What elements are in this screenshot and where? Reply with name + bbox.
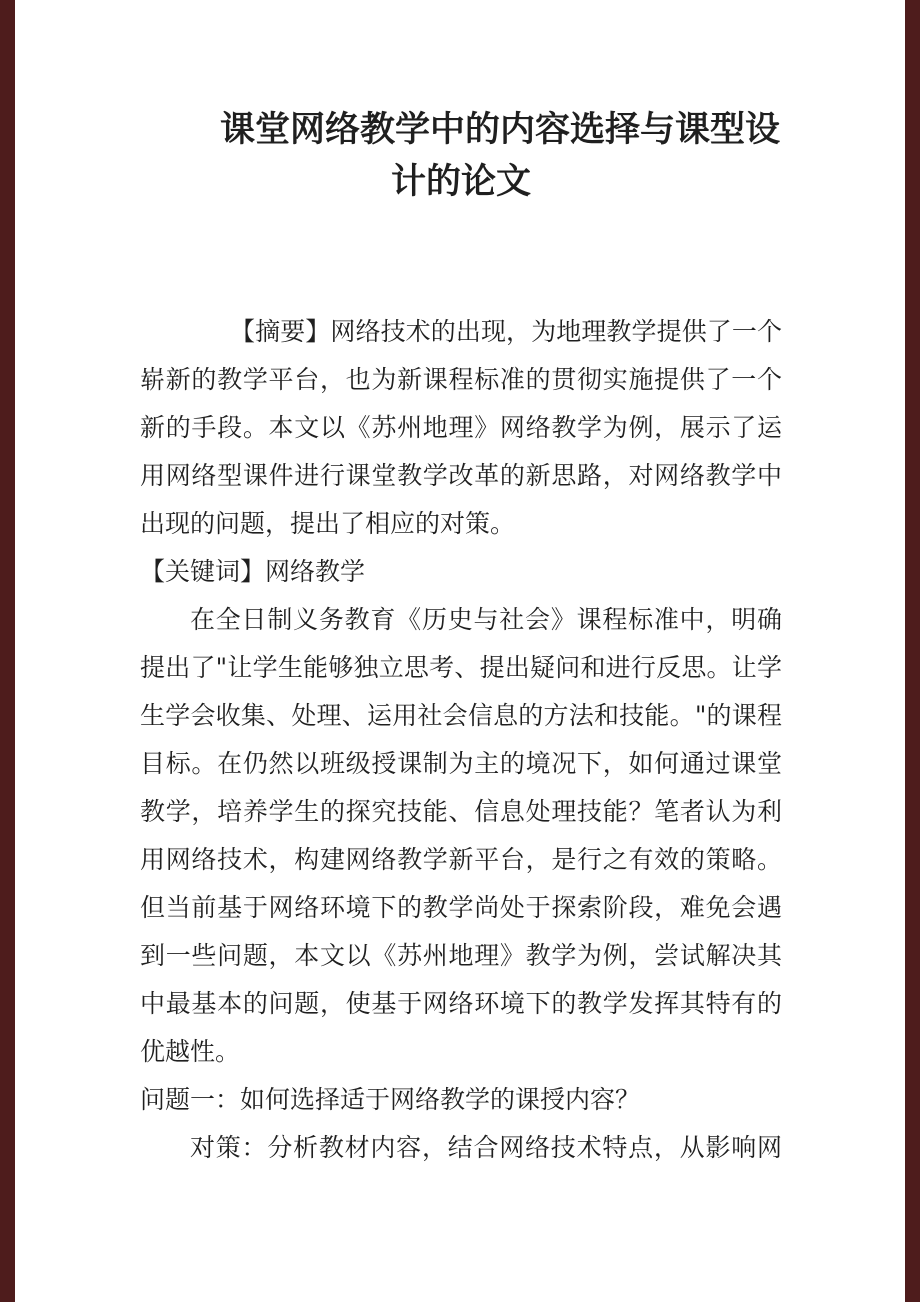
body-text bbox=[140, 308, 782, 1172]
body-line: 优越性。 bbox=[140, 1037, 241, 1066]
body-line: 但当前基于网络环境下的教学尚处于探索阶段，难免会遇 bbox=[140, 893, 782, 922]
body-line: 问题一：如何选择适于网络教学的课授内容？ bbox=[140, 1085, 641, 1114]
page-title bbox=[140, 0, 782, 208]
body-line: 出现的问题，提出了相应的对策。 bbox=[140, 509, 516, 538]
left-border-bar bbox=[0, 0, 15, 1302]
body-line: 生学会收集、处理、运用社会信息的方法和技能。"的课程 bbox=[140, 701, 782, 730]
page-title-line-2: 计的论文 bbox=[390, 161, 531, 202]
body-line: 崭新的教学平台，也为新课程标准的贯彻实施提供了一个 bbox=[140, 365, 782, 394]
body-line: 在全日制义务教育《历史与社会》课程标准中，明确 bbox=[190, 605, 782, 634]
body-line: 目标。在仍然以班级授课制为主的境况下，如何通过课堂 bbox=[140, 749, 782, 778]
body-line: 提出了"让学生能够独立思考、提出疑问和进行反思。让学 bbox=[140, 653, 782, 682]
body-line: 用网络型课件进行课堂教学改革的新思路，对网络教学中 bbox=[140, 461, 782, 490]
body-line: 新的手段。本文以《苏州地理》网络教学为例，展示了运 bbox=[140, 413, 782, 442]
body-line: 到一些问题，本文以《苏州地理》教学为例，尝试解决其 bbox=[140, 941, 782, 970]
page-title-line-1: 课堂网络教学中的内容选择与课型设 bbox=[220, 109, 781, 150]
body-line: 【关键词】网络教学 bbox=[140, 557, 366, 586]
body-line: 【摘要】网络技术的出现，为地理教学提供了一个 bbox=[230, 317, 782, 346]
body-line: 用网络技术，构建网络教学新平台，是行之有效的策略。 bbox=[140, 845, 782, 874]
right-border-bar bbox=[905, 0, 920, 1302]
body-line: 教学，培养学生的探究技能、信息处理技能？笔者认为利 bbox=[140, 797, 782, 826]
body-line: 对策：分析教材内容，结合网络技术特点，从影响网 bbox=[190, 1133, 782, 1162]
document-content bbox=[140, 0, 782, 1302]
body-line: 中最基本的问题，使基于网络环境下的教学发挥其特有的 bbox=[140, 989, 782, 1018]
